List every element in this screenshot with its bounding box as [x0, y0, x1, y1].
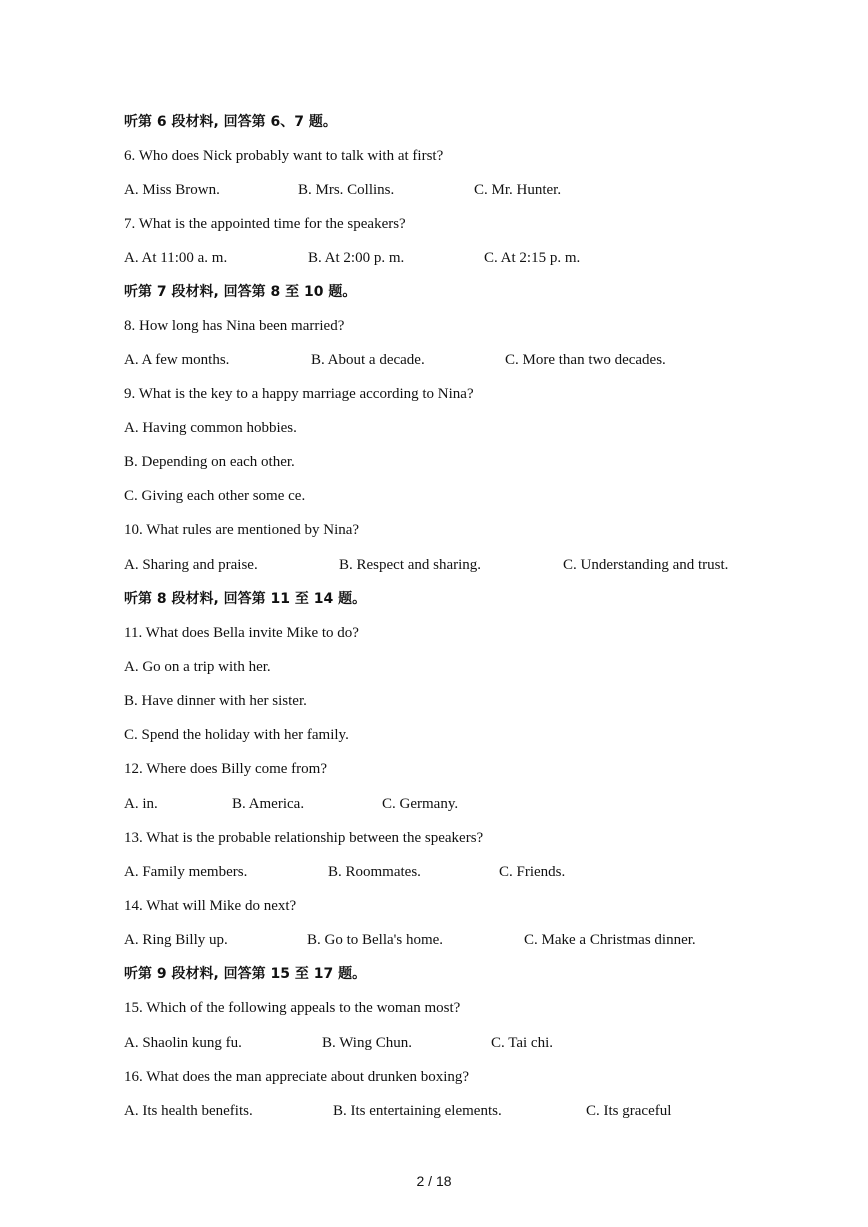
option-7c: C. At 2:15 p. m. — [484, 250, 581, 266]
option-13b: B. Roommates. — [328, 864, 421, 880]
option-8c: C. More than two decades. — [505, 352, 666, 368]
question-13: 13. What is the probable relationship between the speakers? — [124, 830, 484, 846]
option-15b: B. Wing Chun. — [322, 1035, 412, 1051]
section-header: 听第 8 段材料, 回答第 11 至 14 题。 — [124, 591, 367, 607]
option-13a: A. Family members. — [124, 864, 248, 880]
option-15a: A. Shaolin kung fu. — [124, 1035, 242, 1051]
option-7b: B. At 2:00 p. m. — [308, 250, 405, 266]
option-11b: B. Have dinner with her sister. — [124, 693, 307, 709]
option-6a: A. Miss Brown. — [124, 182, 220, 198]
option-8a: A. A few months. — [124, 352, 230, 368]
option-12b: B. America. — [232, 796, 305, 812]
option-6b: B. Mrs. Collins. — [298, 182, 395, 198]
option-9b: B. Depending on each other. — [124, 454, 295, 470]
option-11c: C. Spend the holiday with her family. — [124, 727, 349, 743]
option-15c: C. Tai chi. — [491, 1035, 553, 1051]
section-header: 听第 6 段材料, 回答第 6、7 题。 — [124, 114, 337, 130]
option-6c: C. Mr. Hunter. — [474, 182, 562, 198]
question-10: 10. What rules are mentioned by Nina? — [124, 522, 360, 538]
option-14b: B. Go to Bella's home. — [307, 932, 444, 948]
option-11a: A. Go on a trip with her. — [124, 659, 271, 675]
question-8: 8. How long has Nina been married? — [124, 318, 345, 334]
option-8b: B. About a decade. — [311, 352, 425, 368]
option-7a: A. At 11:00 a. m. — [124, 250, 228, 266]
question-12: 12. Where does Billy come from? — [124, 761, 327, 777]
option-16c: C. Its graceful — [586, 1103, 672, 1119]
option-10c: C. Understanding and trust. — [563, 557, 729, 573]
question-11: 11. What does Bella invite Mike to do? — [124, 625, 359, 641]
option-14c: C. Make a Christmas dinner. — [524, 932, 696, 948]
option-14a: A. Ring Billy up. — [124, 932, 228, 948]
option-16b: B. Its entertaining elements. — [333, 1103, 502, 1119]
question-6: 6. Who does Nick probably want to talk with at first? — [124, 148, 444, 164]
option-12c: C. Germany. — [382, 796, 459, 812]
option-9c: C. Giving each other some ce. — [124, 488, 306, 504]
question-16: 16. What does the man appreciate about drunken boxing? — [124, 1069, 470, 1085]
question-15: 15. Which of the following appeals to the woman most? — [124, 1000, 461, 1016]
section-header: 听第 7 段材料, 回答第 8 至 10 题。 — [124, 284, 357, 300]
section-header: 听第 9 段材料, 回答第 15 至 17 题。 — [124, 966, 367, 982]
question-7: 7. What is the appointed time for the speakers? — [124, 216, 406, 232]
option-13c: C. Friends. — [499, 864, 566, 880]
question-9: 9. What is the key to a happy marriage according to Nina? — [124, 386, 474, 402]
page-number: 2 / 18 — [416, 1173, 452, 1189]
option-10b: B. Respect and sharing. — [339, 557, 482, 573]
option-10a: A. Sharing and praise. — [124, 557, 258, 573]
question-14: 14. What will Mike do next? — [124, 898, 297, 914]
option-16a: A. Its health benefits. — [124, 1103, 253, 1119]
option-9a: A. Having common hobbies. — [124, 420, 297, 436]
option-12a: A. in. — [124, 796, 158, 812]
